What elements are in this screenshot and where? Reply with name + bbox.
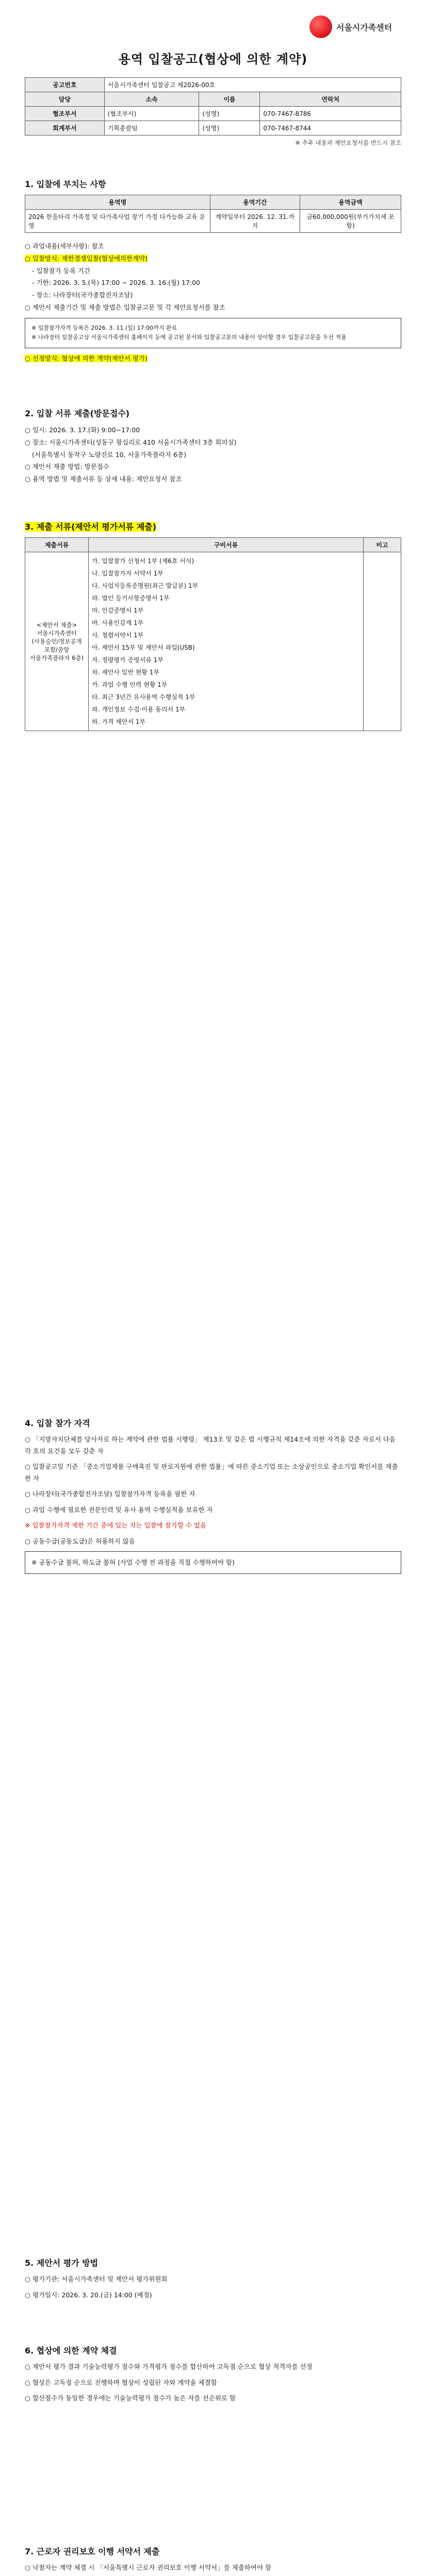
list-item: 카. 과업 수행 인력 현황 1부 [92,681,168,688]
list-item: 마. 인감증명서 1부 [92,607,144,614]
item [25,352,401,365]
paragraph: ※ 입찰참가자격 제한 기간 중에 있는 자는 입찰에 참가할 수 없음 [25,1521,207,1529]
item: - 입찰참가 등록 기간 [32,266,91,275]
list-item: 하. 가격 제안서 1부 [92,718,146,725]
paragraph: ○ 입찰공고일 기준 「중소기업제품 구매촉진 및 판로지원에 관한 법률」에 따른 중소기업 또는 소상공인으로 중소기업 확인서를 제출한 자 [25,1463,398,1482]
col-header: 구비서류 [89,538,364,552]
paragraph: ○ 평가기관: 서울시가족센터 및 제안서 평가위원회 [25,2275,168,2283]
item: ※ 입찰참가자격 등록은 2026. 3. 11.(일) 17:00까지 완료 [31,324,177,331]
cell: 담당 [25,92,105,107]
paragraph: ○ 「지방자치단체를 당사자로 하는 계약에 관한 법률 시행령」 제13조 및 같은 법 시행규칙 제14조에 의한 자격을 갖춘 자로서 다음 각 호의 요건을 모두 갖춘 자 [25,1435,396,1455]
list-item: 바. 사용인감계 1부 [92,619,144,626]
section-heading: 4. 입찰 참가 자격 [25,1418,90,1428]
cell: 계약일부터 2026. 12. 31.까지 [210,210,300,233]
section-1 [25,178,401,365]
item: ○ 제안서 제출기간 및 제출 방법은 입찰공고문 및 각 제안요청서를 참조 [25,303,225,311]
item: ○ 제안서 제출 방법: 방문접수 [25,463,109,471]
cell: (협조부서) [104,107,199,121]
item: ○ 용역 방법 및 제출서류 등 상세 내용: 제안요청서 참조 [25,475,182,483]
list-item: 아. 제안서 15부 및 제안서 파일(USB) [92,644,195,651]
page-title: 용역 입찰공고(협상에 의한 계약) [118,52,308,66]
list-item: 파. 개인정보 수집·이용 동의서 1부 [92,706,186,713]
list-item: 다. 사업자등록증명원(최근 발급분) 1부 [92,582,199,589]
paragraph: ○ 과업 수행에 필요한 전문인력 및 유사 용역 수행실적을 보유한 자 [25,1505,213,1514]
paragraph: ○ 공동수급(공동도급)은 허용하지 않음 [25,1537,135,1545]
col-header: 용역명 [25,195,210,210]
paragraph: ○ 제안서 평가 결과 기술능력평가 점수와 가격평가 점수를 합산하여 고득점 순으로 협상 적격자를 선정 [25,2363,313,2370]
paragraph: ○ 합산점수가 동일한 경우에는 기술능력평가 점수가 높은 자를 선순위로 함 [25,2394,236,2402]
section-heading [25,520,401,532]
highlight: ○ 입찰방식: 제한경쟁입찰(협상에의한계약) [25,254,148,262]
cell: 서울시가족센터 입찰공고 제2026-00호 [104,78,401,92]
cell: 기획총괄팀 [104,121,199,135]
cell: 회계부서 [25,121,105,135]
cell: 금60,000,000원(부가가치세 포함) [300,210,401,233]
summary-note: ※ 추후 내용과 제안요청서를 반드시 참조 [295,139,401,146]
service-table [25,195,401,233]
paragraph: ○ 협상은 고득점 순으로 진행하며 협상이 성립된 자와 계약을 체결함 [25,2378,217,2386]
col-header: 용역기간 [210,195,300,210]
section-heading: 6. 협상에 의한 계약 체결 [25,2346,117,2355]
col-header: 비고 [364,538,401,552]
item: ※ 나라장터 입찰공고상 서울시가족센터 홈페이지 등에 공고된 문서와 입찰공고문의 내용이 상이할 경우 입찰공고문을 우선 적용 [31,334,347,341]
item: ○ 과업내용(세부사항): 참조 [25,242,104,250]
section-heading: 7. 근로자 권리보호 이행 서약서 제출 [25,2547,160,2556]
list-item: 라. 법인 등기사항증명서 1부 [92,595,170,602]
cell: <제안서 제출> 서울시가족센터 (사용승인/정보공개 포함/중앙 서울가족플라자 6층) [25,552,89,731]
paragraph: ○ 평가일시: 2026. 3. 20.(금) 14:00 (예정) [25,2291,152,2299]
section-4 [25,1417,401,1574]
notice-box [25,318,401,348]
cell: 공고번호 [25,78,105,92]
section-2-items [25,424,401,485]
list-item: 가. 입찰참가 신청서 1부 (제6호 서식) [92,557,194,565]
section-6 [25,2344,401,2409]
item: - 기한: 2026. 3. 5.(목) 17:00 ~ 2026. 3. 16.(월) 17:00 [32,279,201,287]
section-2 [25,407,401,485]
section-1-items [25,240,401,365]
item [25,252,401,265]
list-item: 차. 제안사 일반 현황 1부 [92,669,160,676]
cell: 2026 한울타리 가족정 및 다가족사업 장기 가정 다가능화 교육 운영 [25,210,210,233]
highlight: 3. 제출 서류(제안서 평가서류 제출) [25,522,157,532]
highlight: ○ 선정방식: 협상에 의한 계약(제안서 평가) [25,354,148,362]
cell: 이름 [199,92,260,107]
cell: 070-7467-8786 [260,107,401,121]
item: ○ 장소: 서울시가족센터(성동구 왕십리로 410 서울시가족센터 3층 회의실) [25,438,237,446]
col-header: 제출서류 [25,538,89,552]
list-item: 타. 최근 3년간 유사용역 수행실적 1부 [92,693,195,701]
list-item: 자. 정량평가 증빙서류 1부 [92,656,163,664]
documents-list [89,552,364,731]
cell: 070-7467-8744 [260,121,401,135]
cell: 소속 [104,92,199,107]
item: (서울특별시 동작구 노량진로 10, 서울가족플라자 6층) [32,450,186,459]
list-item: 나. 입찰참가자 서약서 1부 [92,570,163,577]
notice-box: ※ 공동수급 불허, 하도급 불허 (사업 수행 전 과정을 직접 수행하여야 함) [25,1551,401,1574]
item: ○ 일시: 2026. 3. 17.(화) 9:00~17:00 [25,426,140,434]
paragraph: ○ 낙찰자는 계약 체결 시 「서울특별시 근로자 권리보호 이행 서약서」를 제출하여야 함 [25,2564,272,2571]
section-3 [25,520,401,731]
section-heading: 2. 입찰 서류 제출(방문접수) [25,409,130,418]
list-item: 사. 청렴서약서 1부 [92,632,144,639]
cell: (성명) [199,121,260,135]
org-logo [309,15,392,38]
cell: 협조부서 [25,107,105,121]
cell: (성명) [199,107,260,121]
section-7 [25,2545,401,2576]
paragraph: ○ 나라장터(국가종합전자조달) 입찰참가자격 등록을 필한 자 [25,1490,195,1498]
section-heading: 1. 입찰에 부치는 사항 [25,179,106,189]
cell [364,552,401,731]
section-heading: 5. 제안서 평가 방법 [25,2258,99,2268]
cell: 연락처 [260,92,401,107]
col-header: 용역금액 [300,195,401,210]
documents-table [25,537,401,731]
logo-mark-icon [309,15,332,38]
logo-text: 서울시가족센터 [336,22,392,32]
summary-section [25,77,401,147]
section-5 [25,2257,401,2305]
summary-table [25,77,401,135]
item: - 장소: 나라장터(국가종합전자조달) [32,291,133,299]
